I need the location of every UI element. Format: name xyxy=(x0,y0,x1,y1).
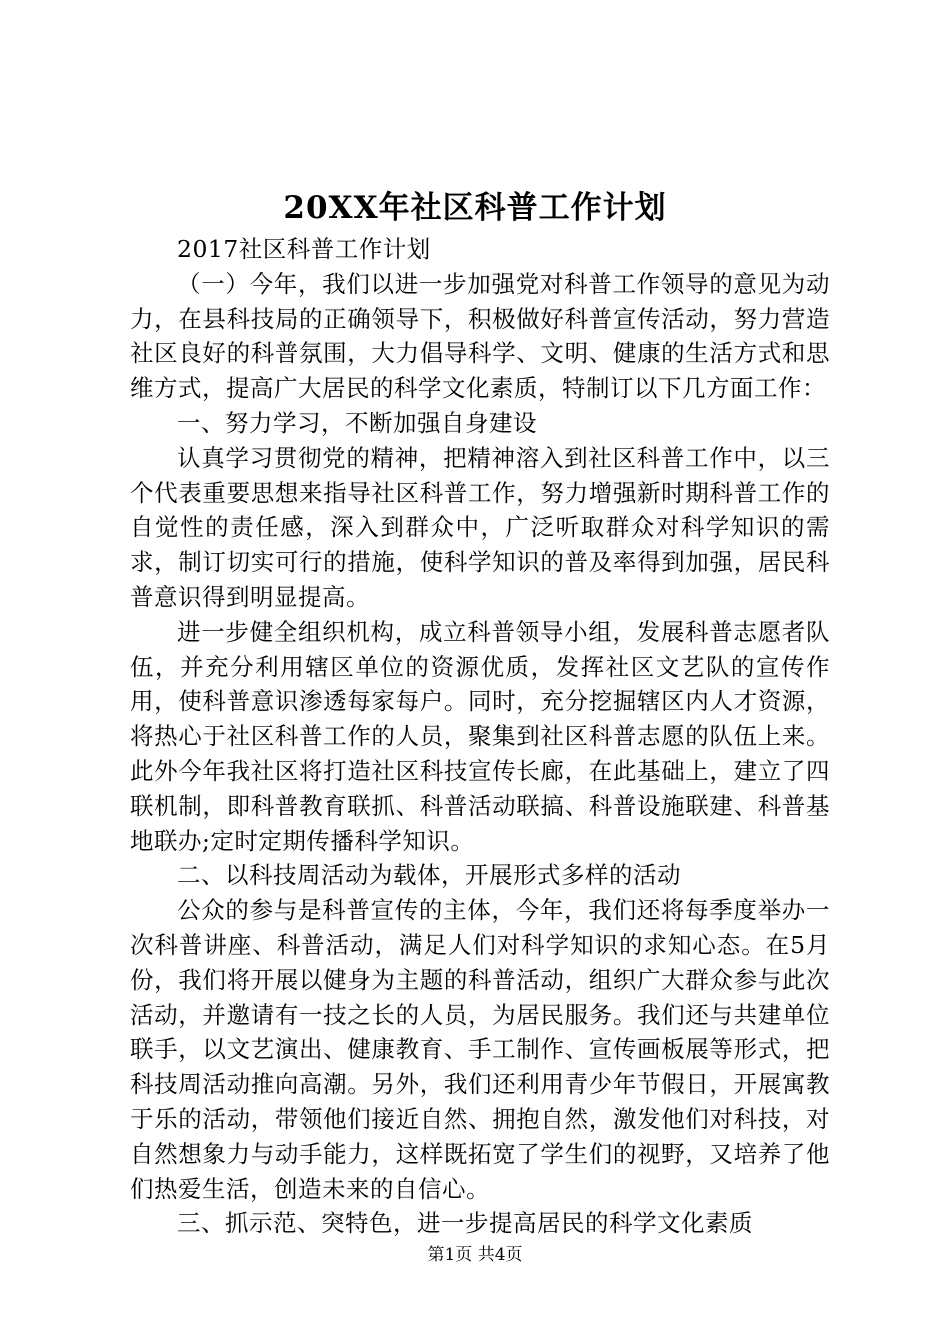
document-body xyxy=(130,232,830,1241)
paragraph-subtitle: 2017社区科普工作计划 xyxy=(177,235,431,263)
section-heading-2: 二、以科技周活动为载体，开展形式多样的活动 xyxy=(177,861,681,890)
section-heading-1: 一、努力学习，不断加强自身建设 xyxy=(177,408,537,437)
paragraph-organization: 进一步健全组织机构，成立科普领导小组，发展科普志愿者队伍，并充分利用辖区单位的资源优质，发挥社区文艺队的宣传作用，使科普意识渗透每家每户。同时，充分挖掘辖区内人才资源，将热心于社区科普工作的人员，聚集到社区科普志愿的队伍上来。此外今年我社区将打造社区科技宣传长廊，在此基础上，建立了四联机制，即科普教育联抓、科普活动联搞、科普设施联建、科普基地联办;定时定期传播科学知识。 xyxy=(130,617,830,855)
page-number: 第1页 共4页 xyxy=(427,1245,523,1265)
paragraph-activities: 公众的参与是科普宣传的主体，今年，我们还将每季度举办一次科普讲座、科普活动，满足人们对科学知识的求知心态。在5月份，我们将开展以健身为主题的科普活动，组织广大群众参与此次活动，并邀请有一技之长的人员，为居民服务。我们还与共建单位联手，以文艺演出、健康教育、手工制作、宣传画板展等形式，把科技周活动推向高潮。另外，我们还利用青少年节假日，开展寓教于乐的活动，带领他们接近自然、拥抱自然，激发他们对科技，对自然想象力与动手能力，这样既拓宽了学生们的视野，又培养了他们热爱生活，创造未来的自信心。 xyxy=(130,896,830,1203)
document-title: 20XX年社区科普工作计划 xyxy=(283,190,667,226)
paragraph-study: 认真学习贯彻党的精神，把精神溶入到社区科普工作中，以三个代表重要思想来指导社区科普工作，努力增强新时期科普工作的自觉性的责任感，深入到群众中，广泛听取群众对科学知识的需求，制订切实可行的措施，使科学知识的普及率得到加强，居民科普意识得到明显提高。 xyxy=(130,443,830,611)
paragraph-intro: （一）今年，我们以进一步加强党对科普工作领导的意见为动力，在县科技局的正确领导下，积极做好科普宣传活动，努力营造社区良好的科普氛围，大力倡导科学、文明、健康的生活方式和思维方式，提高广大居民的科学文化素质，特制订以下几方面工作： xyxy=(130,269,830,403)
section-heading-3: 三、抓示范、突特色，进一步提高居民的科学文化素质 xyxy=(177,1209,753,1238)
